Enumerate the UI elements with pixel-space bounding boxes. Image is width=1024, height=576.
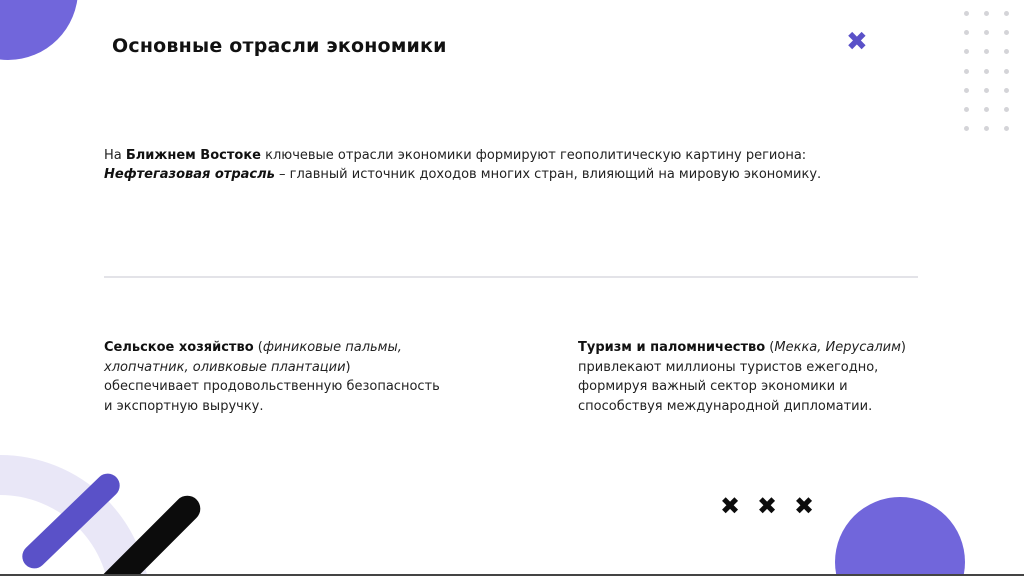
cross-icon: ✖ [794, 492, 815, 520]
slide-title: Основные отрасли экономики [112, 35, 447, 57]
agriculture-block: Сельское хозяйство (финиковые пальмы, хлопчатник, оливковые плантации) обеспечивает продовольственную безопасность и экспортную выручку. [104, 340, 440, 414]
intro-text [104, 146, 884, 184]
tourism-block: Туризм и паломничество (Мекка, Иерусалим) привлекают миллионы туристов ежегодно, формируя важный сектор экономики и способствуя международной дипломатии. [578, 340, 906, 414]
corner-circle-shape [0, 0, 78, 60]
agriculture-heading: Сельское хозяйство [104, 340, 254, 355]
intro-line-2: Нефтегазовая отрасль – главный источник доходов многих стран, влияющий на мировую экономику. [104, 167, 822, 182]
cross-icon: ✖ [757, 492, 778, 520]
divider [104, 276, 918, 278]
bottom-circle-shape [835, 497, 965, 576]
oil-gas-heading: Нефтегазовая отрасль [104, 167, 275, 182]
region-name: Ближнем Востоке [125, 148, 261, 163]
cross-icon: ✖ [720, 492, 741, 520]
intro-line-1: На Ближнем Востоке ключевые отрасли экономики формируют геополитическую картину региона: [104, 148, 807, 163]
tourism-heading: Туризм и паломничество [578, 340, 766, 355]
cross-icon: ✖ [846, 27, 868, 57]
dot-grid [962, 9, 1022, 133]
